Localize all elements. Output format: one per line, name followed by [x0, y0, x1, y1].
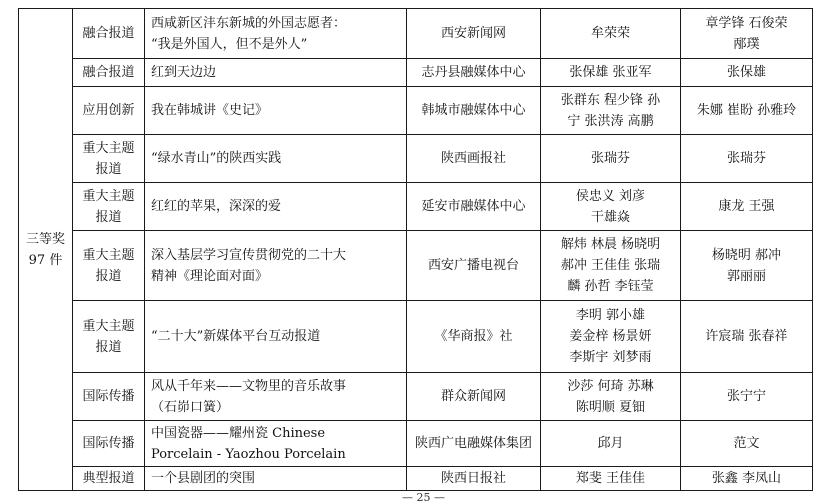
category-cell: 应用创新: [73, 87, 145, 135]
editors-cell: 朱娜 崔盼 孙雅玲: [681, 87, 813, 135]
unit-cell: 《华商报》社: [407, 301, 541, 373]
category-cell: 典型报道: [73, 467, 145, 491]
editors-cell: 杨晓明 郝冲 郭丽丽: [681, 231, 813, 301]
unit-cell: 西安新闻网: [407, 9, 541, 59]
table-row: [19, 421, 813, 467]
unit-cell: 西安广播电视台: [407, 231, 541, 301]
title-cell: 中国瓷器——耀州瓷 Chinese Porcelain - Yaozhou Porcelain: [145, 421, 407, 467]
category-cell: 重大主题 报道: [73, 183, 145, 231]
unit-cell: 陕西日报社: [407, 467, 541, 491]
editors-cell: 康龙 王强: [681, 183, 813, 231]
authors-cell: 郑斐 王佳佳: [541, 467, 681, 491]
category-cell: 重大主题 报道: [73, 135, 145, 183]
award-level-label: 三等奖 97 件: [25, 231, 65, 268]
unit-cell: 志丹县融媒体中心: [407, 59, 541, 87]
authors-cell: 解炜 林晨 杨晓明 郝冲 王佳佳 张瑞 麟 孙哲 李钰莹: [541, 231, 681, 301]
unit-cell: 韩城市融媒体中心: [407, 87, 541, 135]
table-row: [19, 87, 813, 135]
authors-cell: 沙莎 何琦 苏琳 陈明顺 夏钿: [541, 373, 681, 421]
authors-cell: 张保雄 张亚军: [541, 59, 681, 87]
editors-cell: 张鑫 李凤山: [681, 467, 813, 491]
unit-cell: 群众新闻网: [407, 373, 541, 421]
category-cell: 国际传播: [73, 373, 145, 421]
table-row: [19, 9, 813, 59]
title-cell: 一个县剧团的突围: [145, 467, 407, 491]
authors-cell: 侯忠义 刘彦 干雄焱: [541, 183, 681, 231]
category-cell: 重大主题 报道: [73, 231, 145, 301]
unit-cell: 陕西广电融媒体集团: [407, 421, 541, 467]
editors-cell: 章学锋 石俊荣 邴璞: [681, 9, 813, 59]
title-cell: “绿水青山”的陕西实践: [145, 135, 407, 183]
title-cell: 深入基层学习宣传贯彻党的二十大 精神《理论面对面》: [145, 231, 407, 301]
table-row: [19, 301, 813, 373]
table-row: [19, 231, 813, 301]
title-cell: “二十大”新媒体平台互动报道: [145, 301, 407, 373]
table-row: [19, 467, 813, 491]
title-cell: 西咸新区沣东新城的外国志愿者： “我是外国人，但不是外人”: [145, 9, 407, 59]
authors-cell: 张瑞芬: [541, 135, 681, 183]
editors-cell: 许宸瑞 张春祥: [681, 301, 813, 373]
table-row: [19, 183, 813, 231]
authors-cell: 邱月: [541, 421, 681, 467]
unit-cell: 延安市融媒体中心: [407, 183, 541, 231]
category-cell: 融合报道: [73, 59, 145, 87]
award-table: [18, 8, 813, 491]
title-cell: 红到天边边: [145, 59, 407, 87]
award-level-cell: [19, 9, 73, 491]
unit-cell: 陕西画报社: [407, 135, 541, 183]
editors-cell: 张宁宁: [681, 373, 813, 421]
table-row: [19, 373, 813, 421]
category-cell: 重大主题 报道: [73, 301, 145, 373]
category-cell: 国际传播: [73, 421, 145, 467]
page-number: — 25 —: [402, 491, 445, 504]
authors-cell: 牟荣荣: [541, 9, 681, 59]
title-cell: 风从千年来——文物里的音乐故事 （石峁口簧）: [145, 373, 407, 421]
table-row: [19, 135, 813, 183]
table-row: [19, 59, 813, 87]
authors-cell: 张群东 程少锋 孙 宁 张洪涛 高鹏: [541, 87, 681, 135]
title-cell: 红红的苹果，深深的爱: [145, 183, 407, 231]
editors-cell: 范文: [681, 421, 813, 467]
authors-cell: 李明 郭小雄 姜金梓 杨景妍 李斯宇 刘梦雨: [541, 301, 681, 373]
editors-cell: 张保雄: [681, 59, 813, 87]
category-cell: 融合报道: [73, 9, 145, 59]
editors-cell: 张瑞芬: [681, 135, 813, 183]
title-cell: 我在韩城讲《史记》: [145, 87, 407, 135]
